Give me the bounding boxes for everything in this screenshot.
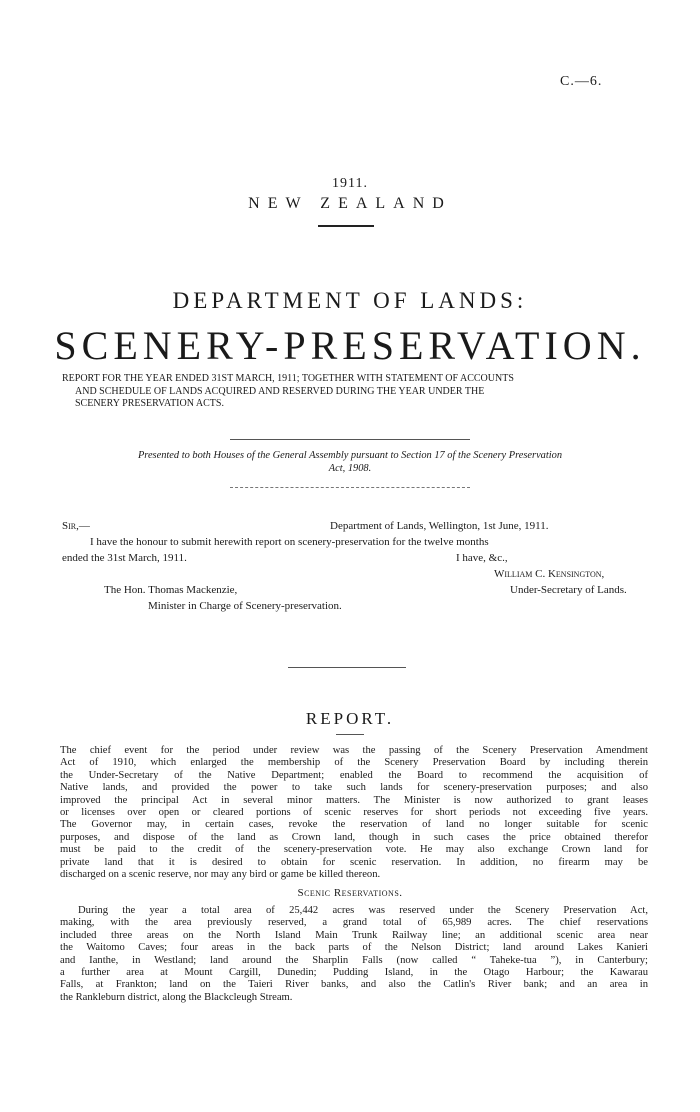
divider: [230, 487, 470, 488]
text-line: the Rankleburn district, along the Blackcleugh Stream.: [60, 991, 293, 1003]
scenic-reservations-heading: Scenic Reservations.: [297, 887, 403, 899]
text-line: purposes, and dispose of the land as Crown land, though in such cases the price obtained therefor: [60, 831, 648, 843]
presented-line: Presented to both Houses of the General Assembly pursuant to Section 17 of the Scenery Preservation: [137, 450, 563, 461]
text-line: Falls, at Frankton; land on the Taieri River banks, and also the Catlin's River bank; and an area in: [60, 979, 648, 991]
text-line: improved the principal Act in several minor matters. The Minister is now authorized to grant leases: [60, 794, 648, 806]
page-reference: C.—6.: [560, 74, 603, 89]
text-line: The Governor may, in certain cases, revoke the reservation of land no longer suitable for scenic: [60, 819, 648, 831]
document-title: SCENERY-PRESERVATION.: [54, 323, 646, 368]
text-line: must be paid to the credit of the scenery-preservation vote. He may also exchange Crown land for: [60, 844, 648, 856]
text-line: included three areas on the North Island Main Trunk Railway line; an additional scenic area near: [60, 929, 648, 941]
letter-body-line: I have the honour to submit herewith report on scenery-preservation for the twelve months: [90, 536, 489, 548]
divider: [230, 439, 470, 440]
divider: [288, 667, 406, 668]
letter-body-line: ended the 31st March, 1911.: [62, 552, 187, 564]
presented-line: Act, 1908.: [328, 463, 372, 474]
text-line: or licenses over open or cleared portions of scenic reserves for short periods not exceeding five years.: [60, 807, 648, 819]
recipient: The Hon. Thomas Mackenzie,: [104, 584, 238, 596]
text-line: making, with the area previously reserved, a grand total of 65,989 acres. The chief reservations: [60, 917, 648, 929]
department-heading: DEPARTMENT OF LANDS:: [172, 288, 528, 313]
letter-address-date: Department of Lands, Wellington, 1st June, 1911.: [330, 520, 549, 532]
text-line: discharged on a scenic reserve, nor may any bird or game be killed thereon.: [60, 869, 381, 881]
text-line: Native lands, and provided the power to take such lands for scenery-preservation purposes; and also: [60, 782, 648, 794]
recipient-title: Minister in Charge of Scenery-preservation.: [148, 600, 342, 612]
salutation: Sir,—: [62, 520, 90, 532]
scenic-paragraph: [60, 905, 648, 1004]
text-line: The chief event for the period under review was the passing of the Scenery Preservation Amendment: [60, 745, 648, 756]
text-line: private land that it is desired to obtain for scenic reservation. In addition, no firearm may be: [60, 856, 648, 868]
year: 1911.: [332, 176, 368, 191]
report-underline: [336, 734, 364, 735]
country-heading: NEW ZEALAND: [248, 195, 452, 212]
text-line: Act of 1910, which enlarged the membership of the Scenery Preservation Board by including therein: [60, 757, 648, 769]
text-line: the Waitomo Caves; four areas in the back parts of the Nelson District; land around Lakes Kanieri: [60, 942, 648, 954]
report-heading: REPORT.: [305, 709, 395, 728]
report-paragraph: [60, 745, 648, 881]
subtitle-line: SCENERY PRESERVATION ACTS.: [75, 398, 224, 409]
subtitle: [62, 373, 652, 411]
letter-closing: I have, &c.,: [456, 552, 508, 564]
signatory: William C. Kensington,: [494, 568, 605, 580]
text-line: and Ianthe, in Westland; land around the Sharplin Falls (now called “ Taheke-tua ”), in Canterbury;: [60, 954, 648, 966]
text-line: a further area at Mount Cargill, Dunedin; Pudding Island, in the Otago Harbour; the Kawarau: [60, 967, 648, 979]
subtitle-line: AND SCHEDULE OF LANDS ACQUIRED AND RESERVED DURING THE YEAR UNDER THE: [75, 385, 485, 397]
text-line: the Under-Secretary of the Native Department; enabled the Board to recommend the acquisition of: [60, 769, 648, 781]
signatory-title: Under-Secretary of Lands.: [510, 584, 627, 596]
subtitle-line: REPORT FOR THE YEAR ENDED 31ST MARCH, 1911; TOGETHER WITH STATEMENT OF ACCOUNTS: [62, 373, 514, 384]
presented-note: [0, 449, 700, 475]
country-underline: [318, 225, 374, 227]
text-line: During the year a total area of 25,442 acres was reserved under the Scenery Preservation Act,: [78, 905, 648, 916]
